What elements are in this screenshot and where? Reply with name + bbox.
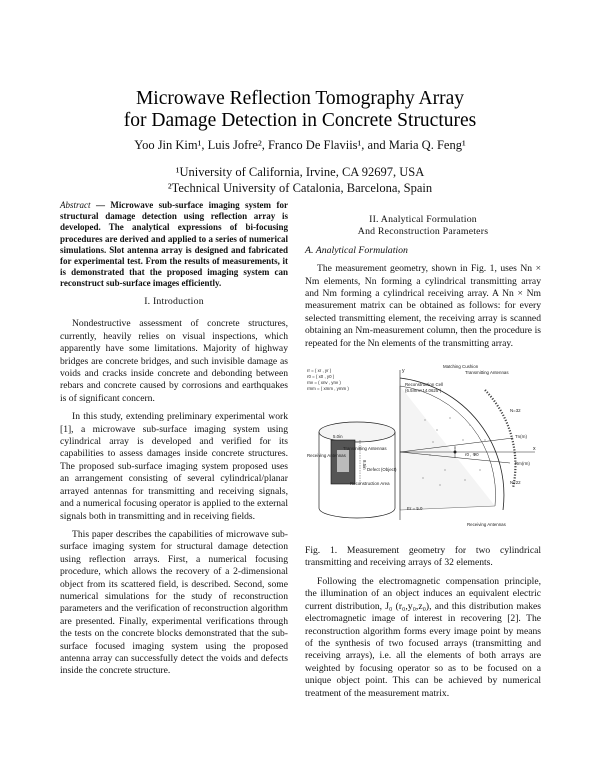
- figure-measurement-geometry: [305, 360, 541, 538]
- label-r0: r0 , Φ0: [465, 452, 479, 457]
- section-heading-introduction: I. Introduction: [144, 296, 204, 307]
- dimension-label: 5.0in: [333, 434, 343, 439]
- label-matching-cushion: Matching Cushion: [443, 364, 479, 369]
- label-rm: Rm(rm): [515, 461, 530, 466]
- analytical-paragraph: The measurement geometry, shown in Fig. 1, uses Nn × Nm elements, Nn forming a cylindrical transmitting array and Nm forming a cylindrical receiving array. A Nn × Nm measurement matrix can be obtained as follows: for every selected transmitting element, the receiving array is scanned obtaining an Nm-measurement column, then the procedure is repeated for the Nn elements of the transmitting array.: [305, 263, 541, 349]
- axis-label-x: x: [533, 446, 536, 452]
- figure-caption: Fig. 1. Measurement geometry for two cylindrical transmitting and receiving arrays of 32 elements.: [305, 545, 541, 569]
- intro-paragraph: This paper describes the capabilities of microwave sub-surface imaging system for structural damage detection using reflection arrays. First, a numerical focusing procedure, which allows the recovery of a 2-dimensional object from its scattered field, is described. Second, some numerical simulations for the study of reconstruction parameters and the verification of reconstruction algorithm are presented. Finally, experimental verifications through the tests on the concrete blocks demonstrated that the sub-surface focused imaging system using the proposed antenna array can successfully detect the voids and defects inside the concrete structure.: [60, 528, 288, 677]
- equation: rr = ( xr , yr ): [307, 368, 332, 373]
- object-point: [454, 451, 457, 454]
- section-heading-analytical-2: And Reconstruction Parameters: [357, 226, 489, 238]
- section-introduction: [60, 296, 288, 678]
- label-receiving-antennas-bottom: Receiving Antennas: [467, 522, 506, 527]
- subsection-heading: A. Analytical Formulation: [305, 244, 408, 256]
- abstract-label: Abstract: [60, 200, 91, 210]
- affiliation-2: ²Technical University of Catalonia, Barcelona, Spain: [167, 181, 433, 195]
- label-reconstruction-area: Reconstruction Area: [350, 481, 390, 486]
- title-line-1: Microwave Reflection Tomography Array: [135, 88, 465, 109]
- label-defect: Defect (Object): [367, 467, 397, 472]
- antenna-arcs: [400, 378, 515, 510]
- title-line-2: for Damage Detection in Concrete Structures: [123, 110, 477, 131]
- author-list: Yoo Jin Kim¹, Luis Jofre², Franco De Flaviis¹, and Maria Q. Feng¹: [134, 138, 466, 152]
- abstract-text: — Microwave sub-surface imaging system for structural damage detection using reflection array is developed. The analytical expressions of bi-focusing procedures are derived and applied to a series of numerical simulations. Slot antenna array is designed and fabricated for experimental test. From the results of measurements, it is demonstrated that the proposed imaging system can reconstruct sub-surface images efficiently.: [60, 200, 288, 289]
- section-analytical-formulation: [305, 214, 541, 350]
- label-reconstruction-cell: Reconstruction Cell: [405, 382, 444, 387]
- section-heading-analytical: II. Analytical Formulation: [369, 214, 477, 225]
- paper-title: [0, 88, 600, 132]
- label-transmitting-antennas-mid: Transmitting Antennas: [343, 446, 387, 451]
- intro-paragraph: In this study, extending preliminary experimental work [1], a microwave sub-surface imaging system using cylindrical array is developed and verified for its capabilities to assess damages inside concrete structures. The proposed sub-surface imaging system proposed uses an arrangement consisting of several cylindrical/planar arrayed antennas for transmitting and receiving signals, and a numerical focusing operator is applied to the external signals both in transmitting and in receiving fields.: [60, 411, 288, 522]
- equation: rnv = ( xnv , ynv ): [307, 380, 341, 385]
- equation: r0 = ( x0 , y0 ): [307, 374, 335, 379]
- label-n22: N=22: [510, 480, 521, 485]
- label-transmitting-antennas: Transmitting Antennas: [465, 370, 509, 375]
- label-rn: Tn(rn): [515, 434, 527, 439]
- abstract: [60, 200, 288, 290]
- label-n32: N=32: [510, 408, 521, 413]
- intro-paragraph: Nondestructive assessment of concrete structures, currently, heavily relies on visual inspections, which apparently have some limitations. Majority of highway bridges are concrete bridges, and such invisible damage as voids and cracks inside concrete and debonding between rebars and concrete caused by corrosions and earthquakes is of significant concern.: [60, 318, 288, 404]
- dimension-label: 8.5in: [362, 460, 367, 470]
- analytical-paragraph-2: Following the electromagnetic compensation principle, the illumination of an object induces an equivalent electric current distribution, J₀ (r₀,y₀,z₀), and this distribution makes electromagnetic image of interest in recovering [2]. The reconstruction algorithm forms every image point by means of the synthesis of two focused arrays (transmitting and receiving arrays), i.e. all the elements of both arrays are weighted by focusing operator so as to be focused on a unique object point. This can be achieved by numerical treatment of the measurement matrix.: [305, 576, 541, 699]
- label-permittivity: Er = 5.0: [407, 506, 423, 511]
- affiliation-1: ¹University of California, Irvine, CA 92697, USA: [175, 165, 425, 179]
- label-reconstruction-cell-size: (6.5mm×14.0625"): [405, 388, 442, 393]
- affiliations: [0, 164, 600, 196]
- label-receiving-antennas-left: Receiving Antennas: [307, 453, 346, 458]
- axis-label-y: y: [402, 368, 405, 374]
- equation: rmm = ( xmm , ymm ): [307, 386, 349, 391]
- section-analytical-continued: [305, 576, 541, 700]
